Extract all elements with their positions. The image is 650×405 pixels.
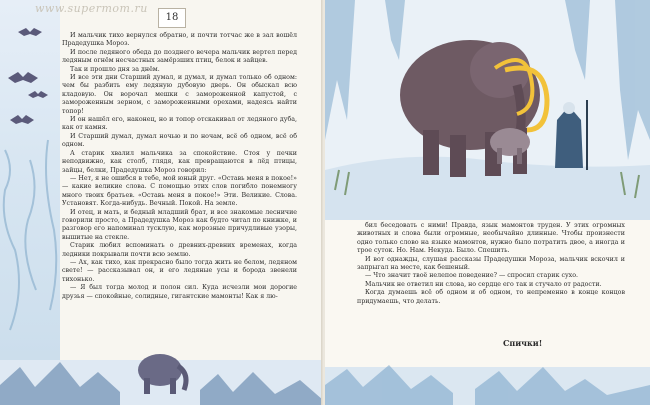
paragraph: А старик хвалил мальчика за спокойствие. Стоя у печки неподвижно, как столб, глядя, как превращаются в лёд птицы, зайцы, белки, Прадедушка Мороз говорил: — [62, 149, 297, 174]
bottom-ice-illustration-right — [325, 355, 650, 405]
paragraph: И отец, и мать, и бедный младший брат, и все знакомые лесничие говорили просто, а Прадедушка Мороз как будто читал по книжке, и разговор его напоминал тусклую, как морозные причудливые узоры, вышитые на стекле. — [62, 208, 297, 241]
paragraph: — Что значит твоё нелепое поведение? — спросил старик сухо. — [365, 272, 579, 280]
left-page — [0, 0, 323, 405]
bat-icon — [8, 28, 48, 124]
paragraph: И все эти дни Старший думал, и думал, и думал только об одном: чем бы разбить ему ледяную дубовую дверь. Он обыскал всю кладовую. Он ворочал мешки с замороженной капустой, с замороженным зерном, с замороженными орехами, надеясь найти топор! — [62, 74, 297, 115]
paragraph: — Нет, я не ошибся в тебе, мой юный друг. «Оставь меня в покое!» — какие великие слова. С помощью этих слов погибло понемногу много твоих братьев. «Оставь меня в покое!» Эти. Великие. Слова. Установят. Когда-нибудь. Вечный. Покой. На земле. — [62, 174, 297, 208]
closing-line: Спички! — [503, 338, 543, 348]
paragraph: И вот однажды, слушая рассказы Прадедушки Мороза, мальчик вскочил и запрыгал на месте, как бешеный. — [357, 255, 625, 272]
right-page — [325, 0, 650, 405]
left-text-block — [62, 32, 297, 301]
paragraph: И мальчик тихо вернулся обратно, и почти тотчас же в зал вошёл Прадедушка Мороз. — [62, 32, 297, 48]
paragraph: И после ледяного обеда до позднего вечера мальчик вертел перед ледяным огнём несчастных замёрзших птиц, белок и зайцев. — [62, 48, 297, 65]
bottom-ice-illustration — [0, 340, 323, 405]
paragraph: И Старший думал, думал ночью и по ночам, всё об одном, всё об одном. — [62, 132, 297, 149]
mammoth-illustration — [325, 0, 650, 220]
right-text-block — [357, 222, 625, 306]
paragraph: Старик любил вспоминать о древних-древних временах, когда ледники покрывали почти всю землю. — [62, 242, 297, 258]
paragraph: — Я был тогда молод и полон сил. Куда исчезли мои дорогие друзья — спокойные, солидные, гигантские мамонты! Как я лю- — [62, 284, 297, 300]
paragraph: И он нашёл его, наконец, но и топор отскакивал от ледяного дуба, как от камня. — [62, 116, 297, 132]
paragraph: — Ах, как тихо, как прекрасно было тогда жить не белом, ледяном свете! — рассказывал он, и его ледяные усы и борода звенели тихонько. — [62, 258, 297, 283]
paragraph: бил беседовать с ними! Правда, язык мамонтов труден. У этих огромных животных и слова были огромные, необычайно длинные. Чтобы произнести одно только слово на языке мамонтов, нужно было потратить двое, а иногда и трое суток. Но. Нам. Некуда. Было. Спешить. — [357, 222, 625, 255]
paragraph: Когда думаешь всё об одном и об одном, то непременно в конце концов придумаешь, что делать. — [357, 289, 625, 305]
page-number: 18 — [158, 8, 186, 28]
paragraph: Так и прошло дня за днём. — [70, 65, 160, 73]
watermark: www.supermom.ru — [35, 2, 148, 15]
paragraph: Мальчик не ответил ни слова, но сердце его так и стучало от радости. — [365, 280, 602, 288]
